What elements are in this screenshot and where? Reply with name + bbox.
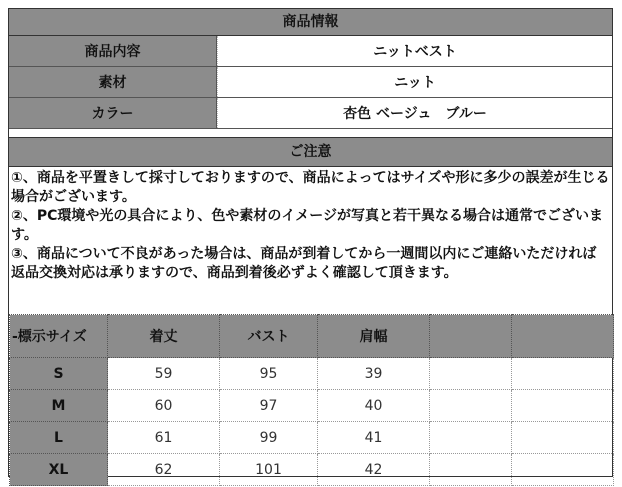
product-info-title: 商品情報 <box>9 9 612 36</box>
info-label-content: 商品内容 <box>9 36 217 66</box>
size-label: M <box>10 390 108 422</box>
table-row <box>10 358 614 390</box>
info-row-material <box>9 67 612 98</box>
empty-cell <box>512 454 614 486</box>
header-empty <box>512 315 614 358</box>
info-row-color <box>9 98 612 129</box>
size-label: S <box>10 358 108 390</box>
info-row-content <box>9 36 612 67</box>
length-cell: 62 <box>108 454 220 486</box>
size-label: L <box>10 422 108 454</box>
info-value-color: 杏色 ベージュ ブルー <box>217 98 612 128</box>
size-table <box>9 314 614 486</box>
notice-title: ご注意 <box>9 137 612 167</box>
notice-text <box>9 169 612 283</box>
empty-cell <box>512 422 614 454</box>
length-cell: 59 <box>108 358 220 390</box>
info-value-material: ニット <box>217 67 612 97</box>
header-shoulder: 肩幅 <box>318 315 430 358</box>
notice-item: ③、商品について不良があった場合は、商品が到着してから一週間以内にご連絡いただければ返品交換対応は承りますので、商品到着後必ずよく確認して頂きます。 <box>11 246 597 281</box>
bust-cell: 99 <box>220 422 318 454</box>
header-length: 着丈 <box>108 315 220 358</box>
notice-item: ②、PC環境や光の具合により、色や素材のイメージが写真と若干異なる場合は通常でございます。 <box>11 208 603 243</box>
shoulder-cell: 39 <box>318 358 430 390</box>
table-row <box>10 454 614 486</box>
notice-item: ①、商品を平置きして採寸しておりますので、商品によってはサイズや形に多少の誤差が生じる場合がございます。 <box>11 170 610 205</box>
length-cell: 60 <box>108 390 220 422</box>
empty-cell <box>430 390 512 422</box>
info-label-color: カラー <box>9 98 217 128</box>
header-bust: バスト <box>220 315 318 358</box>
table-row <box>10 422 614 454</box>
product-info-frame <box>8 8 613 477</box>
empty-cell <box>430 422 512 454</box>
length-cell: 61 <box>108 422 220 454</box>
bust-cell: 97 <box>220 390 318 422</box>
empty-cell <box>430 358 512 390</box>
info-label-material: 素材 <box>9 67 217 97</box>
shoulder-cell: 42 <box>318 454 430 486</box>
empty-cell <box>512 390 614 422</box>
shoulder-cell: 41 <box>318 422 430 454</box>
empty-cell <box>430 454 512 486</box>
table-row <box>10 390 614 422</box>
size-label: XL <box>10 454 108 486</box>
header-empty <box>430 315 512 358</box>
size-table-header <box>10 315 614 358</box>
bust-cell: 95 <box>220 358 318 390</box>
info-value-content: ニットベスト <box>217 36 612 66</box>
empty-cell <box>512 358 614 390</box>
bust-cell: 101 <box>220 454 318 486</box>
shoulder-cell: 40 <box>318 390 430 422</box>
header-size: -標示サイズ <box>10 315 108 358</box>
